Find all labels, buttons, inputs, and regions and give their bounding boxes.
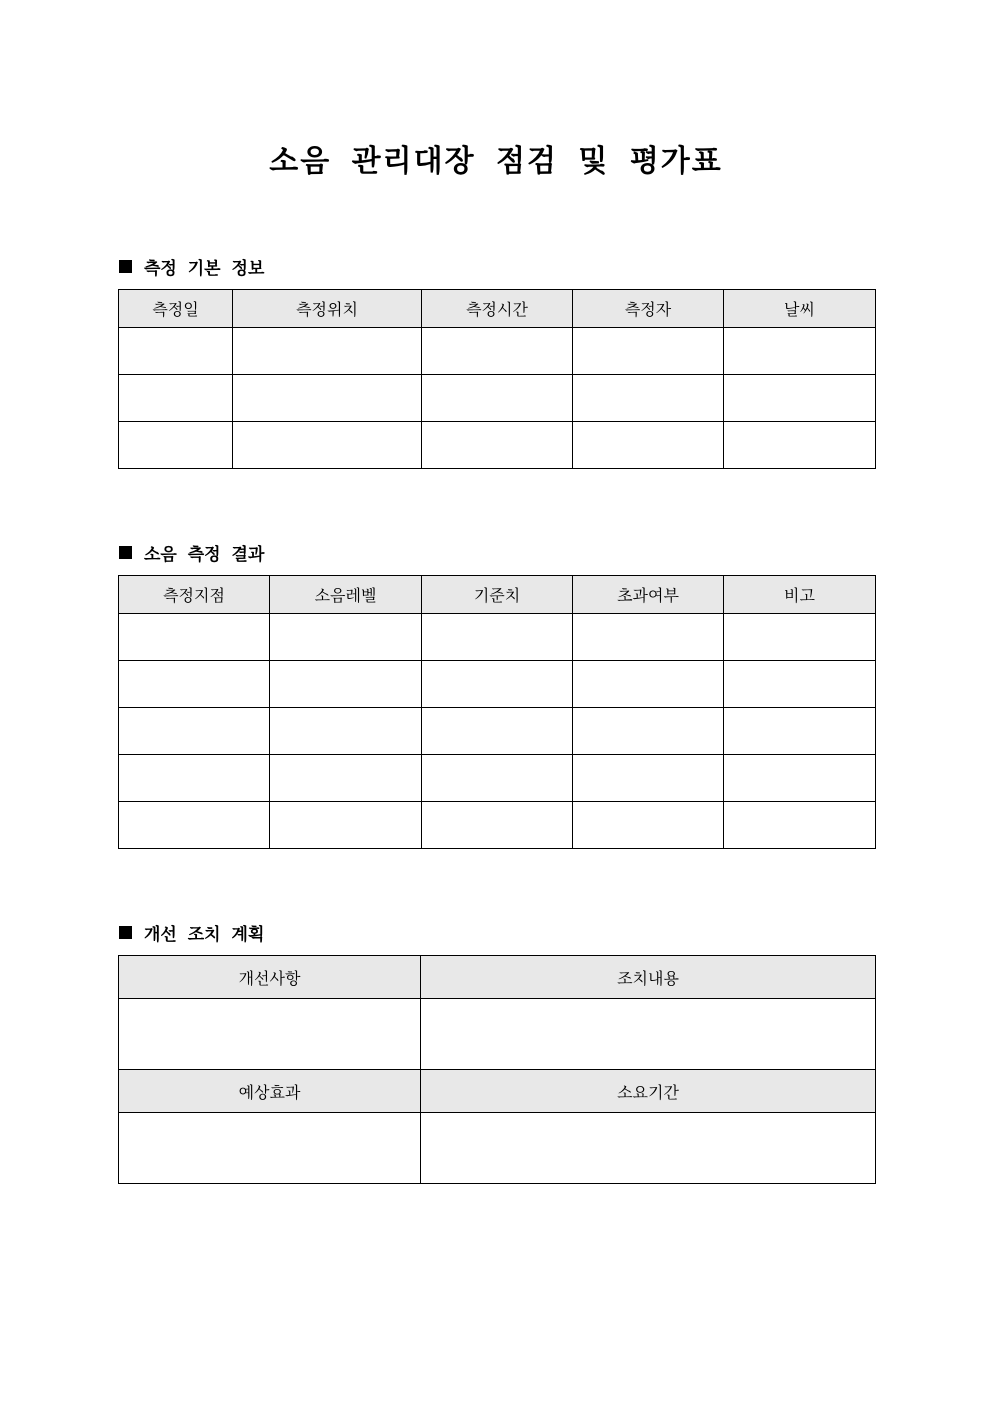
improvement-plan-table — [118, 955, 876, 1184]
square-bullet-icon — [119, 926, 132, 939]
table-cell[interactable] — [573, 614, 724, 661]
section-heading-noise-results — [119, 540, 264, 565]
table-cell[interactable] — [573, 708, 724, 755]
table-row — [119, 755, 876, 802]
table-cell[interactable] — [573, 661, 724, 708]
table-row — [119, 375, 876, 422]
column-header-expected-effect: 예상효과 — [119, 1070, 421, 1113]
table-cell[interactable] — [270, 755, 422, 802]
table-cell[interactable] — [270, 802, 422, 849]
square-bullet-icon — [119, 260, 132, 273]
table-cell[interactable] — [119, 375, 233, 422]
table-row — [119, 802, 876, 849]
table-cell[interactable] — [119, 1113, 421, 1184]
table-cell[interactable] — [119, 422, 233, 469]
section-heading-label: 개선 조치 계획 — [144, 925, 265, 945]
table-cell[interactable] — [119, 661, 270, 708]
table-row — [119, 328, 876, 375]
section-heading-improvement-plan — [119, 920, 264, 945]
table-cell[interactable] — [573, 755, 724, 802]
table-cell[interactable] — [119, 755, 270, 802]
table-cell[interactable] — [573, 802, 724, 849]
column-header-weather: 날씨 — [724, 290, 876, 328]
table-header-row — [119, 290, 876, 328]
table-cell[interactable] — [421, 1113, 876, 1184]
column-header-date: 측정일 — [119, 290, 233, 328]
table-cell[interactable] — [233, 422, 422, 469]
column-header-point: 측정지점 — [119, 576, 270, 614]
column-header-location: 측정위치 — [233, 290, 422, 328]
column-header-improvement-items: 개선사항 — [119, 956, 421, 999]
table-header-row — [119, 1070, 876, 1113]
table-cell[interactable] — [119, 708, 270, 755]
table-header-row — [119, 956, 876, 999]
table-cell[interactable] — [119, 328, 233, 375]
table-cell[interactable] — [421, 999, 876, 1070]
table-header-row — [119, 576, 876, 614]
column-header-time: 측정시간 — [422, 290, 573, 328]
table-cell[interactable] — [422, 755, 573, 802]
table-cell[interactable] — [422, 708, 573, 755]
table-cell[interactable] — [573, 375, 724, 422]
table-row — [119, 999, 876, 1070]
table-cell[interactable] — [724, 422, 876, 469]
column-header-inspector: 측정자 — [573, 290, 724, 328]
table-cell[interactable] — [270, 708, 422, 755]
table-row — [119, 422, 876, 469]
table-cell[interactable] — [573, 328, 724, 375]
basic-info-table — [118, 289, 876, 469]
table-cell[interactable] — [724, 755, 876, 802]
table-cell[interactable] — [270, 661, 422, 708]
table-cell[interactable] — [119, 802, 270, 849]
document-title: 소음 관리대장 점검 및 평가표 — [269, 144, 723, 179]
table-cell[interactable] — [422, 328, 573, 375]
noise-results-table — [118, 575, 876, 849]
table-cell[interactable] — [233, 375, 422, 422]
table-cell[interactable] — [422, 375, 573, 422]
table-cell[interactable] — [724, 328, 876, 375]
table-cell[interactable] — [724, 614, 876, 661]
table-row — [119, 1113, 876, 1184]
table-cell[interactable] — [422, 614, 573, 661]
table-cell[interactable] — [724, 661, 876, 708]
column-header-remarks: 비고 — [724, 576, 876, 614]
square-bullet-icon — [119, 546, 132, 559]
table-cell[interactable] — [724, 802, 876, 849]
column-header-noise-level: 소음레벨 — [270, 576, 422, 614]
table-row — [119, 708, 876, 755]
table-cell[interactable] — [119, 614, 270, 661]
table-cell[interactable] — [573, 422, 724, 469]
table-row — [119, 614, 876, 661]
column-header-standard: 기준치 — [422, 576, 573, 614]
section-heading-label: 측정 기본 정보 — [144, 259, 265, 279]
column-header-required-period: 소요기간 — [421, 1070, 876, 1113]
column-header-action-details: 조치내용 — [421, 956, 876, 999]
table-cell[interactable] — [270, 614, 422, 661]
section-heading-basic-info — [119, 254, 264, 279]
table-cell[interactable] — [233, 328, 422, 375]
section-heading-label: 소음 측정 결과 — [144, 545, 265, 565]
table-cell[interactable] — [724, 708, 876, 755]
table-cell[interactable] — [119, 999, 421, 1070]
column-header-exceeded: 초과여부 — [573, 576, 724, 614]
table-cell[interactable] — [422, 661, 573, 708]
table-row — [119, 661, 876, 708]
table-cell[interactable] — [724, 375, 876, 422]
table-cell[interactable] — [422, 422, 573, 469]
table-cell[interactable] — [422, 802, 573, 849]
